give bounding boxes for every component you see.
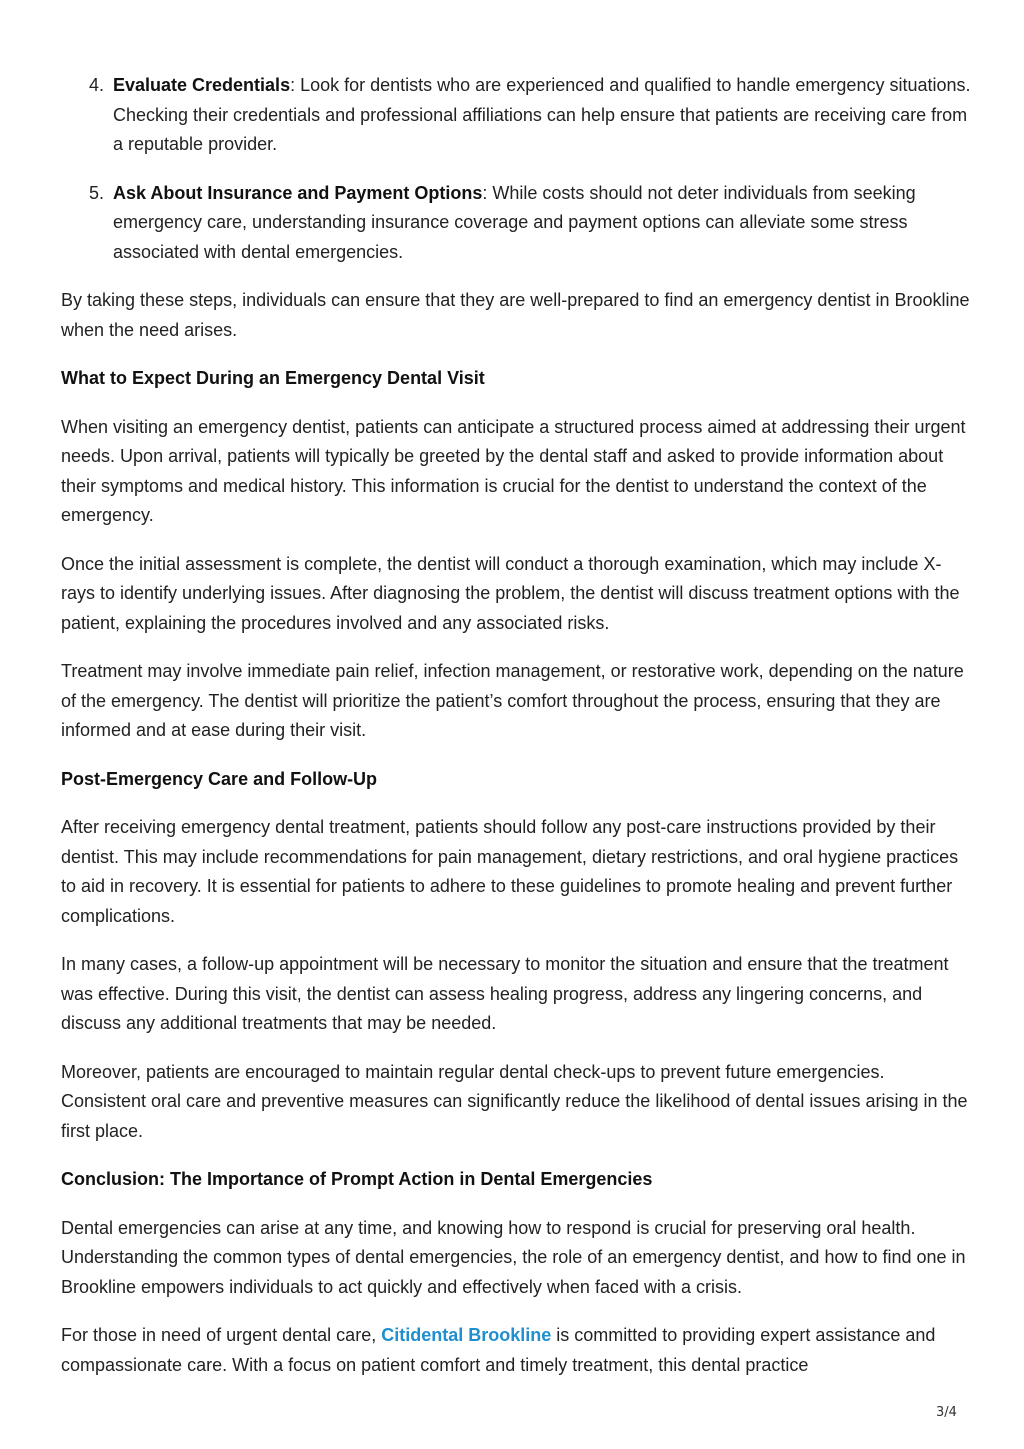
conclusion-text-before-link: For those in need of urgent dental care,	[61, 1325, 382, 1345]
list-item	[89, 71, 971, 160]
list-item	[89, 179, 971, 268]
section-heading-post-care: Post-Emergency Care and Follow-Up	[61, 768, 378, 789]
section-heading-conclusion: Conclusion: The Importance of Prompt Action in Dental Emergencies	[61, 1169, 653, 1189]
section-heading-expect: What to Expect During an Emergency Dental Visit	[61, 368, 485, 388]
list-item-number: 4.	[89, 75, 105, 95]
document-page	[61, 71, 971, 1399]
list-item-text: : Look for dentists who are experienced and qualified to handle emergency situations. Checking their credentials and professional affiliations can help ensure that patients are receiving care from a reputable provider.	[113, 75, 971, 154]
conclusion-text-after-link: is committed to providing expert assistance and compassionate care. With a focus on patient comfort and timely treatment, this dental practice	[61, 1325, 936, 1375]
paragraph-expect-3: Treatment may involve immediate pain relief, infection management, or restorative work, depending on the nature of the emergency. The dentist will prioritize the patient’s comfort throughout the process, ensuring that they are informed and at ease during their visit.	[61, 661, 964, 740]
paragraph-post-3: Moreover, patients are encouraged to maintain regular dental check-ups to prevent future emergencies. Consistent oral care and preventive measures can significantly reduce the likelihood of dental issues arising in the first place.	[61, 1061, 968, 1141]
page-number: 3/4	[936, 1405, 957, 1420]
list-item-title: Ask About Insurance and Payment Options	[113, 182, 483, 203]
paragraph-conclusion-2	[61, 1321, 971, 1380]
paragraph-expect-2: Once the initial assessment is complete, the dentist will conduct a thorough examination, which may include X-rays to identify underlying issues. After diagnosing the problem, the dentist will discuss treatment options with the patient, explaining the procedures involved and any associated risks.	[61, 553, 960, 633]
paragraph-expect-1: When visiting an emergency dentist, patients can anticipate a structured process aimed at addressing their urgent needs. Upon arrival, patients will typically be greeted by the dental staff and asked to provide information about their symptoms and medical history. This information is crucial for the dentist to understand the context of the emergency.	[61, 416, 966, 525]
paragraph-post-1: After receiving emergency dental treatment, patients should follow any post-care instructions provided by their dentist. This may include recommendations for pain management, dietary restrictions, and oral hygiene practices to aid in recovery. It is essential for patients to adhere to these guidelines to promote healing and prevent further complications.	[61, 817, 959, 926]
citidental-brookline-link[interactable]: Citidental Brookline	[381, 1325, 552, 1345]
paragraph-conclusion-1: Dental emergencies can arise at any time, and knowing how to respond is crucial for preserving oral health. Understanding the common types of dental emergencies, the role of an emergency dentist, and how to find one in Brookline empowers individuals to act quickly and effectively when faced with a crisis.	[61, 1217, 966, 1297]
paragraph-steps-summary: By taking these steps, individuals can ensure that they are well-prepared to find an emergency dentist in Brookline when the need arises.	[61, 290, 970, 340]
list-item-text: : While costs should not deter individuals from seeking emergency care, understanding insurance coverage and payment options can alleviate some stress associated with dental emergencies.	[113, 182, 916, 262]
steps-list	[61, 71, 971, 267]
list-item-title: Evaluate Credentials	[113, 75, 291, 95]
paragraph-post-2: In many cases, a follow-up appointment will be necessary to monitor the situation and ensure that the treatment was effective. During this visit, the dentist can assess healing progress, address any lingering concerns, and discuss any additional treatments that may be needed.	[61, 954, 949, 1033]
list-item-number: 5.	[89, 182, 105, 203]
